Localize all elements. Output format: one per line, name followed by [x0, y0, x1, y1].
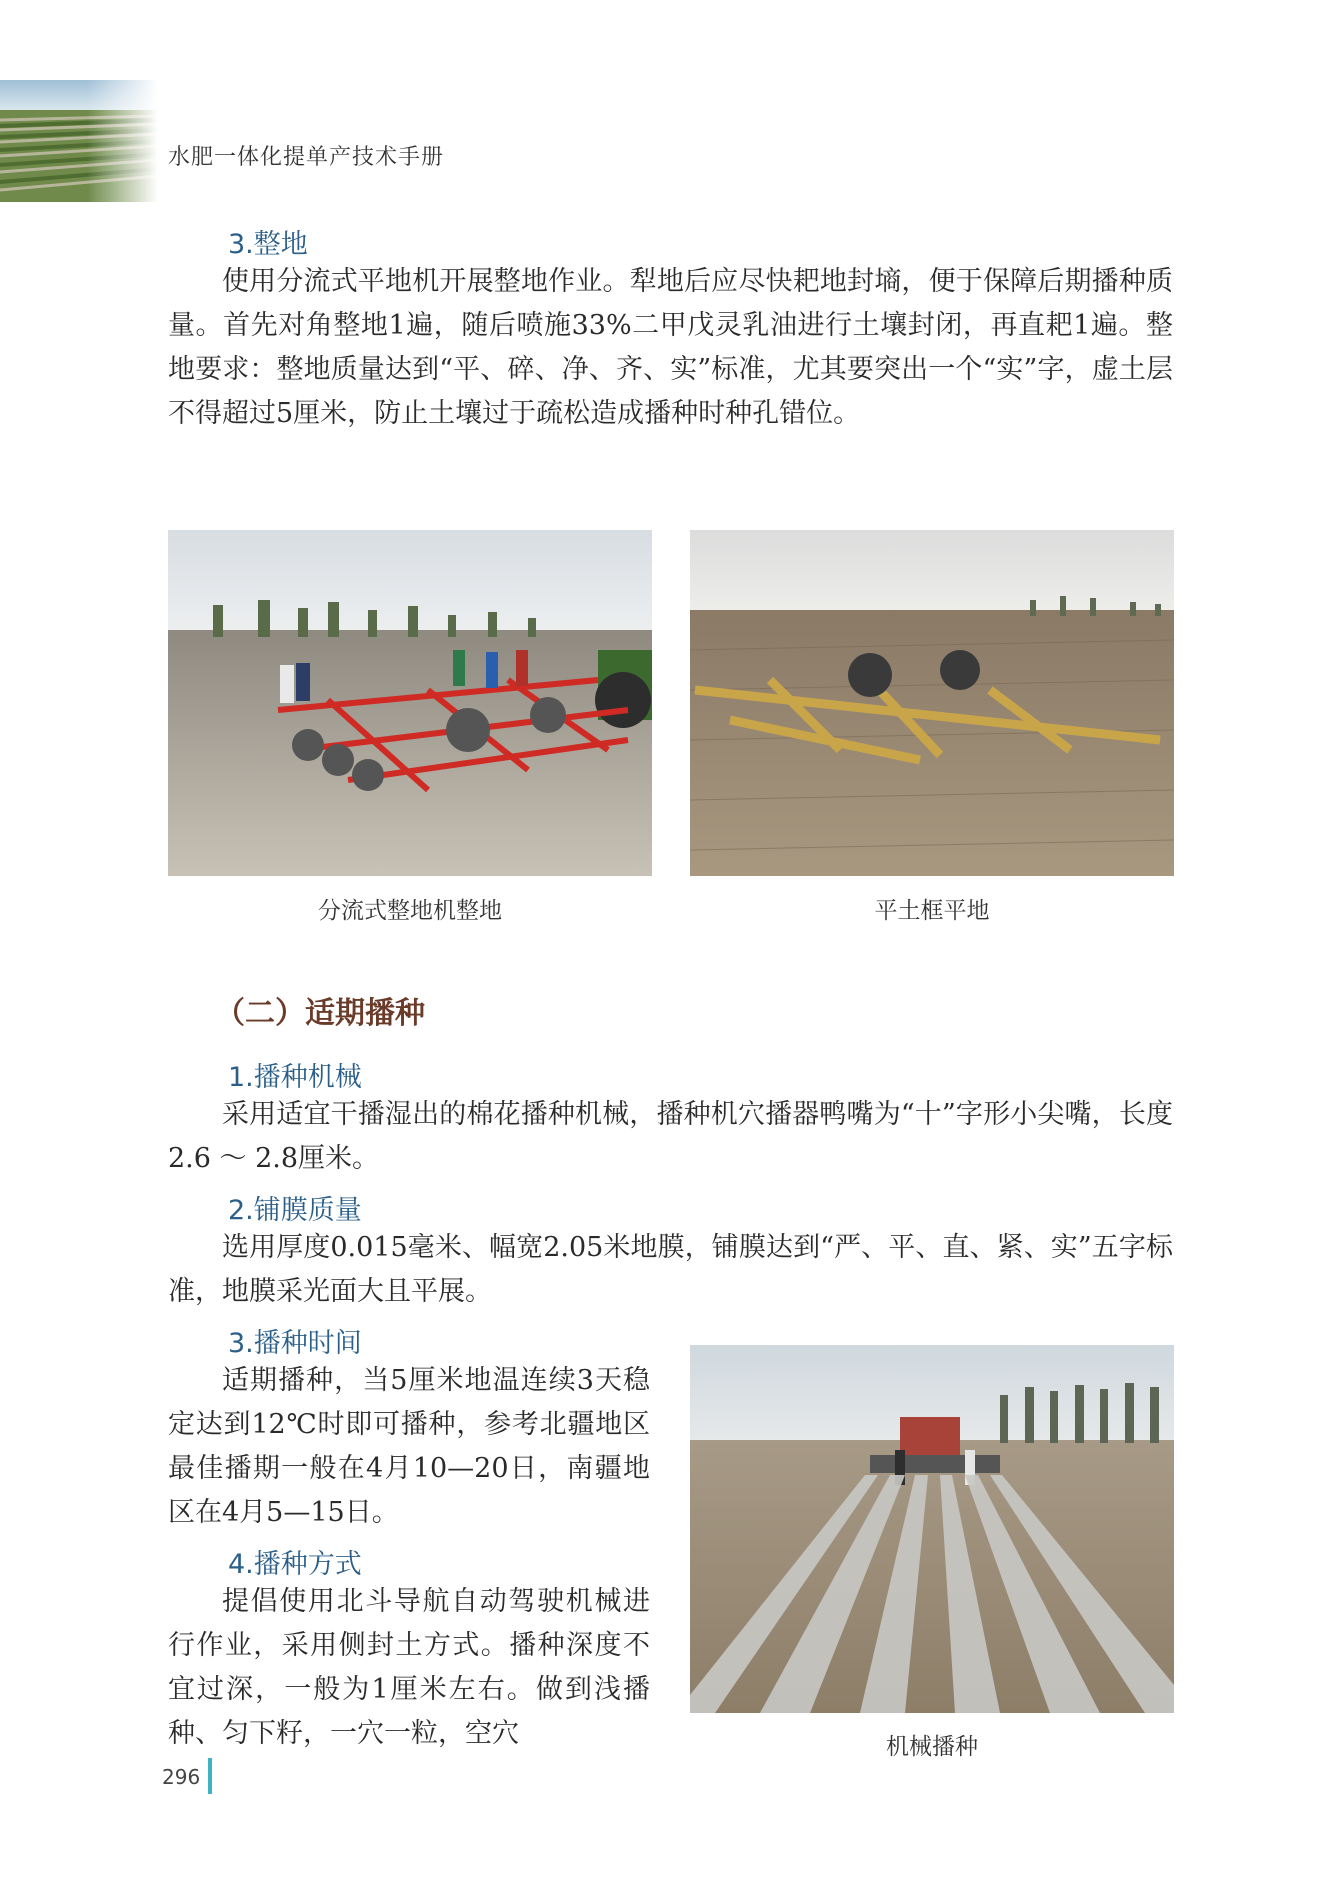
subheading-sowing-time: 3.播种时间: [228, 1328, 362, 1359]
section-heading-soil-prep: 3.整地: [228, 229, 308, 260]
soil-prep-paragraph: 使用分流式平地机开展整地作业。犁地后应尽快耙地封墒，便于保障后期播种质量。首先对角整地1遍，随后喷施33%二甲戊灵乳油进行土壤封闭，再直耙1遍。整地要求：整地质量达到“平、碎、净、齐、实”标准，尤其要突出一个“实”字，虚土层不得超过5厘米，防止土壤过于疏松造成播种时种孔错位。: [168, 266, 1173, 429]
subheading-sowing-method: 4.播种方式: [228, 1549, 362, 1580]
subheading-sowing-machinery: 1.播种机械: [228, 1062, 362, 1093]
leveling-frame-photo: [690, 530, 1174, 876]
leveling-machine-photo: [168, 530, 652, 876]
caption-leveling-machine: 分流式整地机整地: [318, 898, 502, 924]
page-number-accent-bar: [208, 1758, 212, 1794]
sowing-time-paragraph: 适期播种，当5厘米地温连续3天稳定达到12℃时即可播种，参考北疆地区最佳播期一般在4月10—20日，南疆地区在4月5—15日。: [168, 1365, 650, 1528]
caption-mechanical-sowing: 机械播种: [886, 1734, 978, 1760]
subheading-film-quality: 2.铺膜质量: [228, 1195, 362, 1226]
header-field-photo: [0, 80, 158, 202]
book-title: 水肥一体化提单产技术手册: [168, 145, 445, 170]
film-quality-paragraph: 选用厚度0.015毫米、幅宽2.05米地膜，铺膜达到“严、平、直、紧、实”五字标准，地膜采光面大且平展。: [168, 1232, 1173, 1307]
mechanical-sowing-photo: [690, 1345, 1174, 1713]
page-number: 296: [162, 1765, 201, 1789]
caption-leveling-frame: 平土框平地: [874, 898, 990, 924]
sowing-method-paragraph: 提倡使用北斗导航自动驾驶机械进行作业，采用侧封土方式。播种深度不宜过深，一般为1厘米左右。做到浅播种、匀下籽，一穴一粒，空穴: [168, 1586, 650, 1749]
sowing-machinery-paragraph: 采用适宜干播湿出的棉花播种机械，播种机穴播器鸭嘴为“十”字形小尖嘴，长度2.6 ～ 2.8厘米。: [168, 1099, 1173, 1174]
section-heading-timely-sowing: （二）适期播种: [215, 996, 425, 1031]
